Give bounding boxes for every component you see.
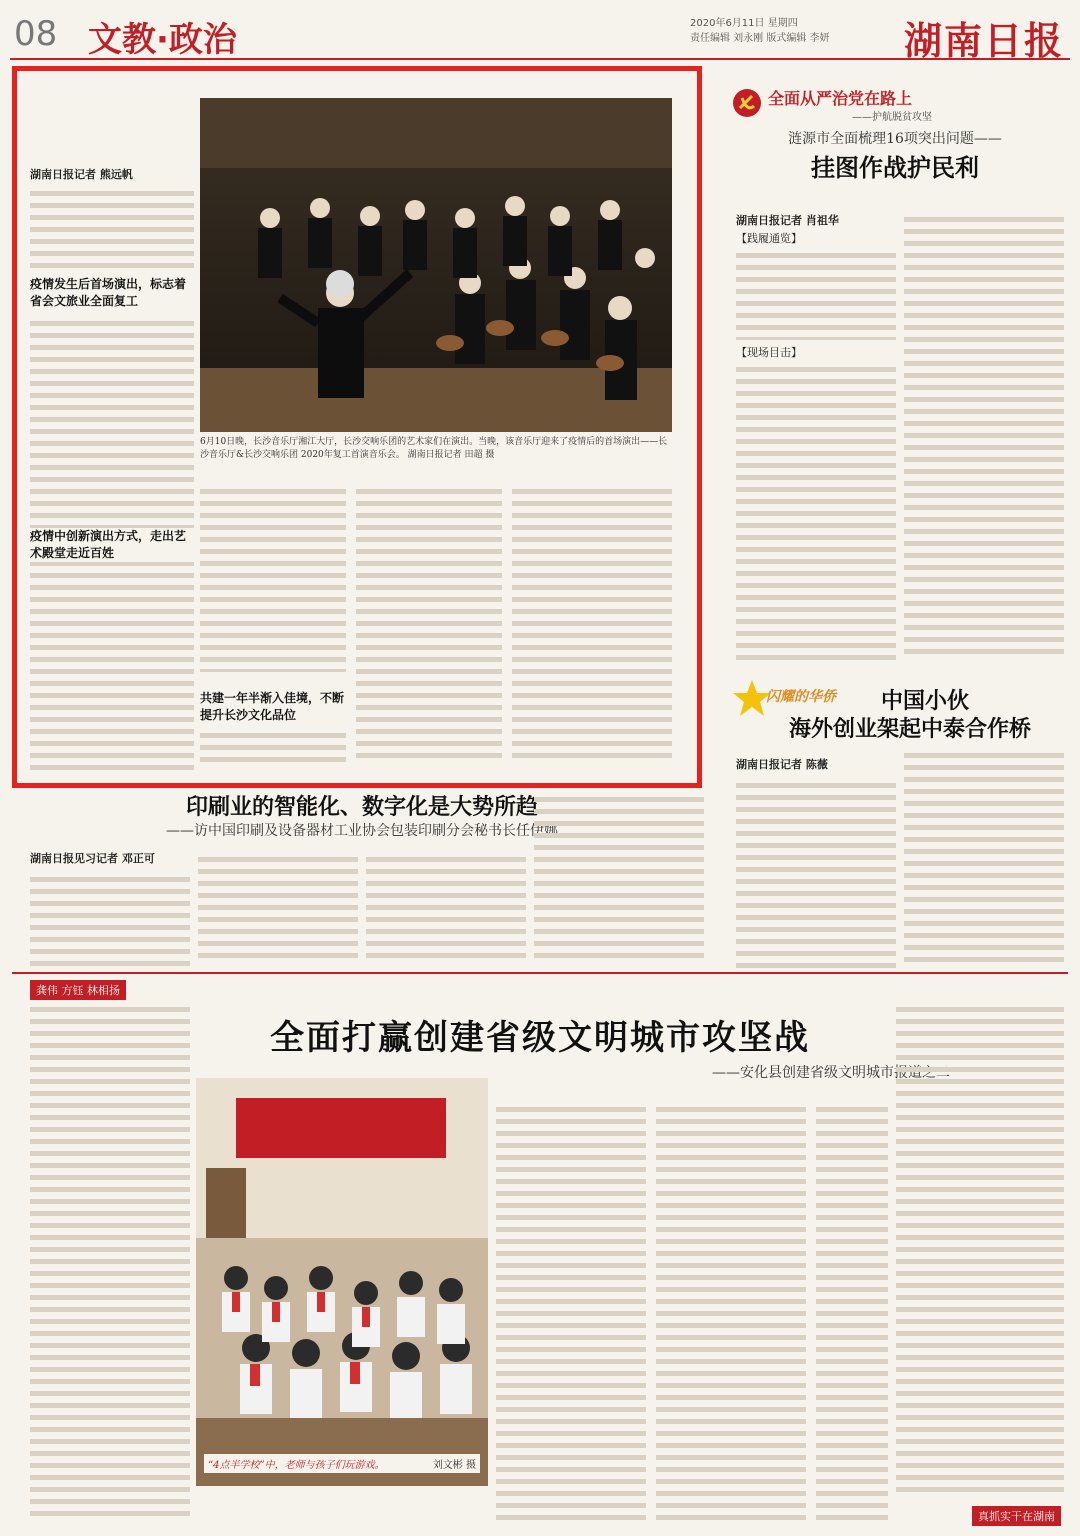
lead-body-col2a xyxy=(200,482,346,672)
right-mid-headline-1: 中国小伙 xyxy=(880,688,969,714)
right-mid-col1 xyxy=(736,776,896,968)
printing-headline: 印刷业的智能化、数字化是大势所趋 xyxy=(185,794,538,820)
printing-col2 xyxy=(198,850,358,966)
masthead xyxy=(10,8,1070,63)
bottom-divider xyxy=(12,972,1068,974)
corner-tag-text: 真抓实干在湖南 xyxy=(978,1510,1055,1523)
section-title: 文教·政治 xyxy=(88,20,237,60)
lead-body-col1a xyxy=(30,184,194,272)
civilization-col4 xyxy=(656,1100,806,1524)
concert-photo xyxy=(200,98,672,432)
right-top-col2 xyxy=(904,210,1064,662)
printing-byline: 湖南日报见习记者 邓正可 xyxy=(30,852,155,865)
bottom-bylines: 龚伟 方钰 林相扬 xyxy=(36,984,120,997)
banner-subtitle: ——护航脱贫攻坚 xyxy=(852,112,932,123)
discipline-banner xyxy=(732,84,1062,124)
right-top-kicker: 涟源市全面梳理16项突出问题—— xyxy=(788,131,1002,147)
lead-subhead-1: 疫情发生后首场演出，标志着省会文旅业全面复工 xyxy=(30,277,187,308)
right-mid-byline: 湖南日报记者 陈薇 xyxy=(736,758,828,771)
printing-col1 xyxy=(30,870,190,966)
editors-line: 责任编辑 刘永刚 版式编辑 李妍 xyxy=(690,33,830,44)
classroom-photo-image xyxy=(196,1078,488,1486)
page-number: 08 xyxy=(14,14,58,54)
tag-summary: 【践履通览】 xyxy=(736,232,802,245)
caption-text: 6月10日晚，长沙音乐厅湘江大厅，长沙交响乐团的艺术家们在演出。当晚，该音乐厅迎来了疫情后的首场演出——长沙音乐厅&长沙交响乐团 2020年复工首演音乐会。 xyxy=(200,437,668,460)
lead-byline: 湖南日报记者 熊远帆 xyxy=(30,168,133,181)
lead-body-col4 xyxy=(512,482,672,768)
bottom-bylines-tag xyxy=(30,980,126,1000)
party-emblem-icon xyxy=(732,88,762,118)
right-mid-col2 xyxy=(904,746,1064,968)
right-mid-headline-2: 海外创业架起中泰合作桥 xyxy=(788,716,1031,742)
concert-photo-caption xyxy=(200,436,672,462)
lead-subhead-2: 疫情中创新演出方式，走出艺术殿堂走近百姓 xyxy=(30,528,194,562)
tag-onsite: 【现场目击】 xyxy=(736,346,802,359)
civilization-col1 xyxy=(30,1000,190,1524)
right-top-headline: 挂图作战护民利 xyxy=(811,153,979,182)
paper-logo: 湖南日报 xyxy=(903,18,1064,63)
classroom-caption-text: “4点半学校”中，老师与孩子们玩游戏。 xyxy=(208,1460,385,1471)
printing-col3 xyxy=(366,850,526,966)
right-top-byline: 湖南日报记者 肖祖华 xyxy=(736,214,839,227)
lead-body-col2b xyxy=(200,726,346,766)
overseas-logo-text: 闪耀的华侨 xyxy=(766,689,836,705)
civilization-col4b xyxy=(816,1100,888,1524)
classroom-photo-caption xyxy=(204,1454,480,1473)
concert-photo-image xyxy=(200,98,672,432)
photo-credit: 湖南日报记者 田超 摄 xyxy=(407,450,495,460)
banner-title: 全面从严治党在路上 xyxy=(768,89,913,108)
lead-subhead-3: 共建一年半渐入佳境，不断提升长沙文化品位 xyxy=(200,691,345,722)
masthead-meta xyxy=(690,16,830,46)
civilization-col5 xyxy=(896,1000,1064,1496)
right-top-col1 xyxy=(736,360,896,662)
classroom-photo-credit: 刘文彬 摄 xyxy=(432,1460,476,1471)
lead-body-col3 xyxy=(356,482,502,768)
classroom-photo xyxy=(196,1078,488,1486)
corner-tag xyxy=(972,1506,1061,1526)
right-top-summary xyxy=(736,246,896,340)
civilization-headline: 全面打赢创建省级文明城市攻坚战 xyxy=(270,1018,810,1058)
civilization-subtitle: ——安化县创建省级文明城市报道之二 xyxy=(712,1065,950,1081)
lead-body-col1c xyxy=(30,566,194,780)
printing-col4 xyxy=(534,790,704,966)
issue-date: 2020年6月11日 星期四 xyxy=(690,18,798,29)
civilization-col3 xyxy=(496,1100,646,1524)
printing-subtitle: ——访中国印刷及设备器材工业协会包装印刷分会秘书长任伊娜 xyxy=(166,823,558,839)
